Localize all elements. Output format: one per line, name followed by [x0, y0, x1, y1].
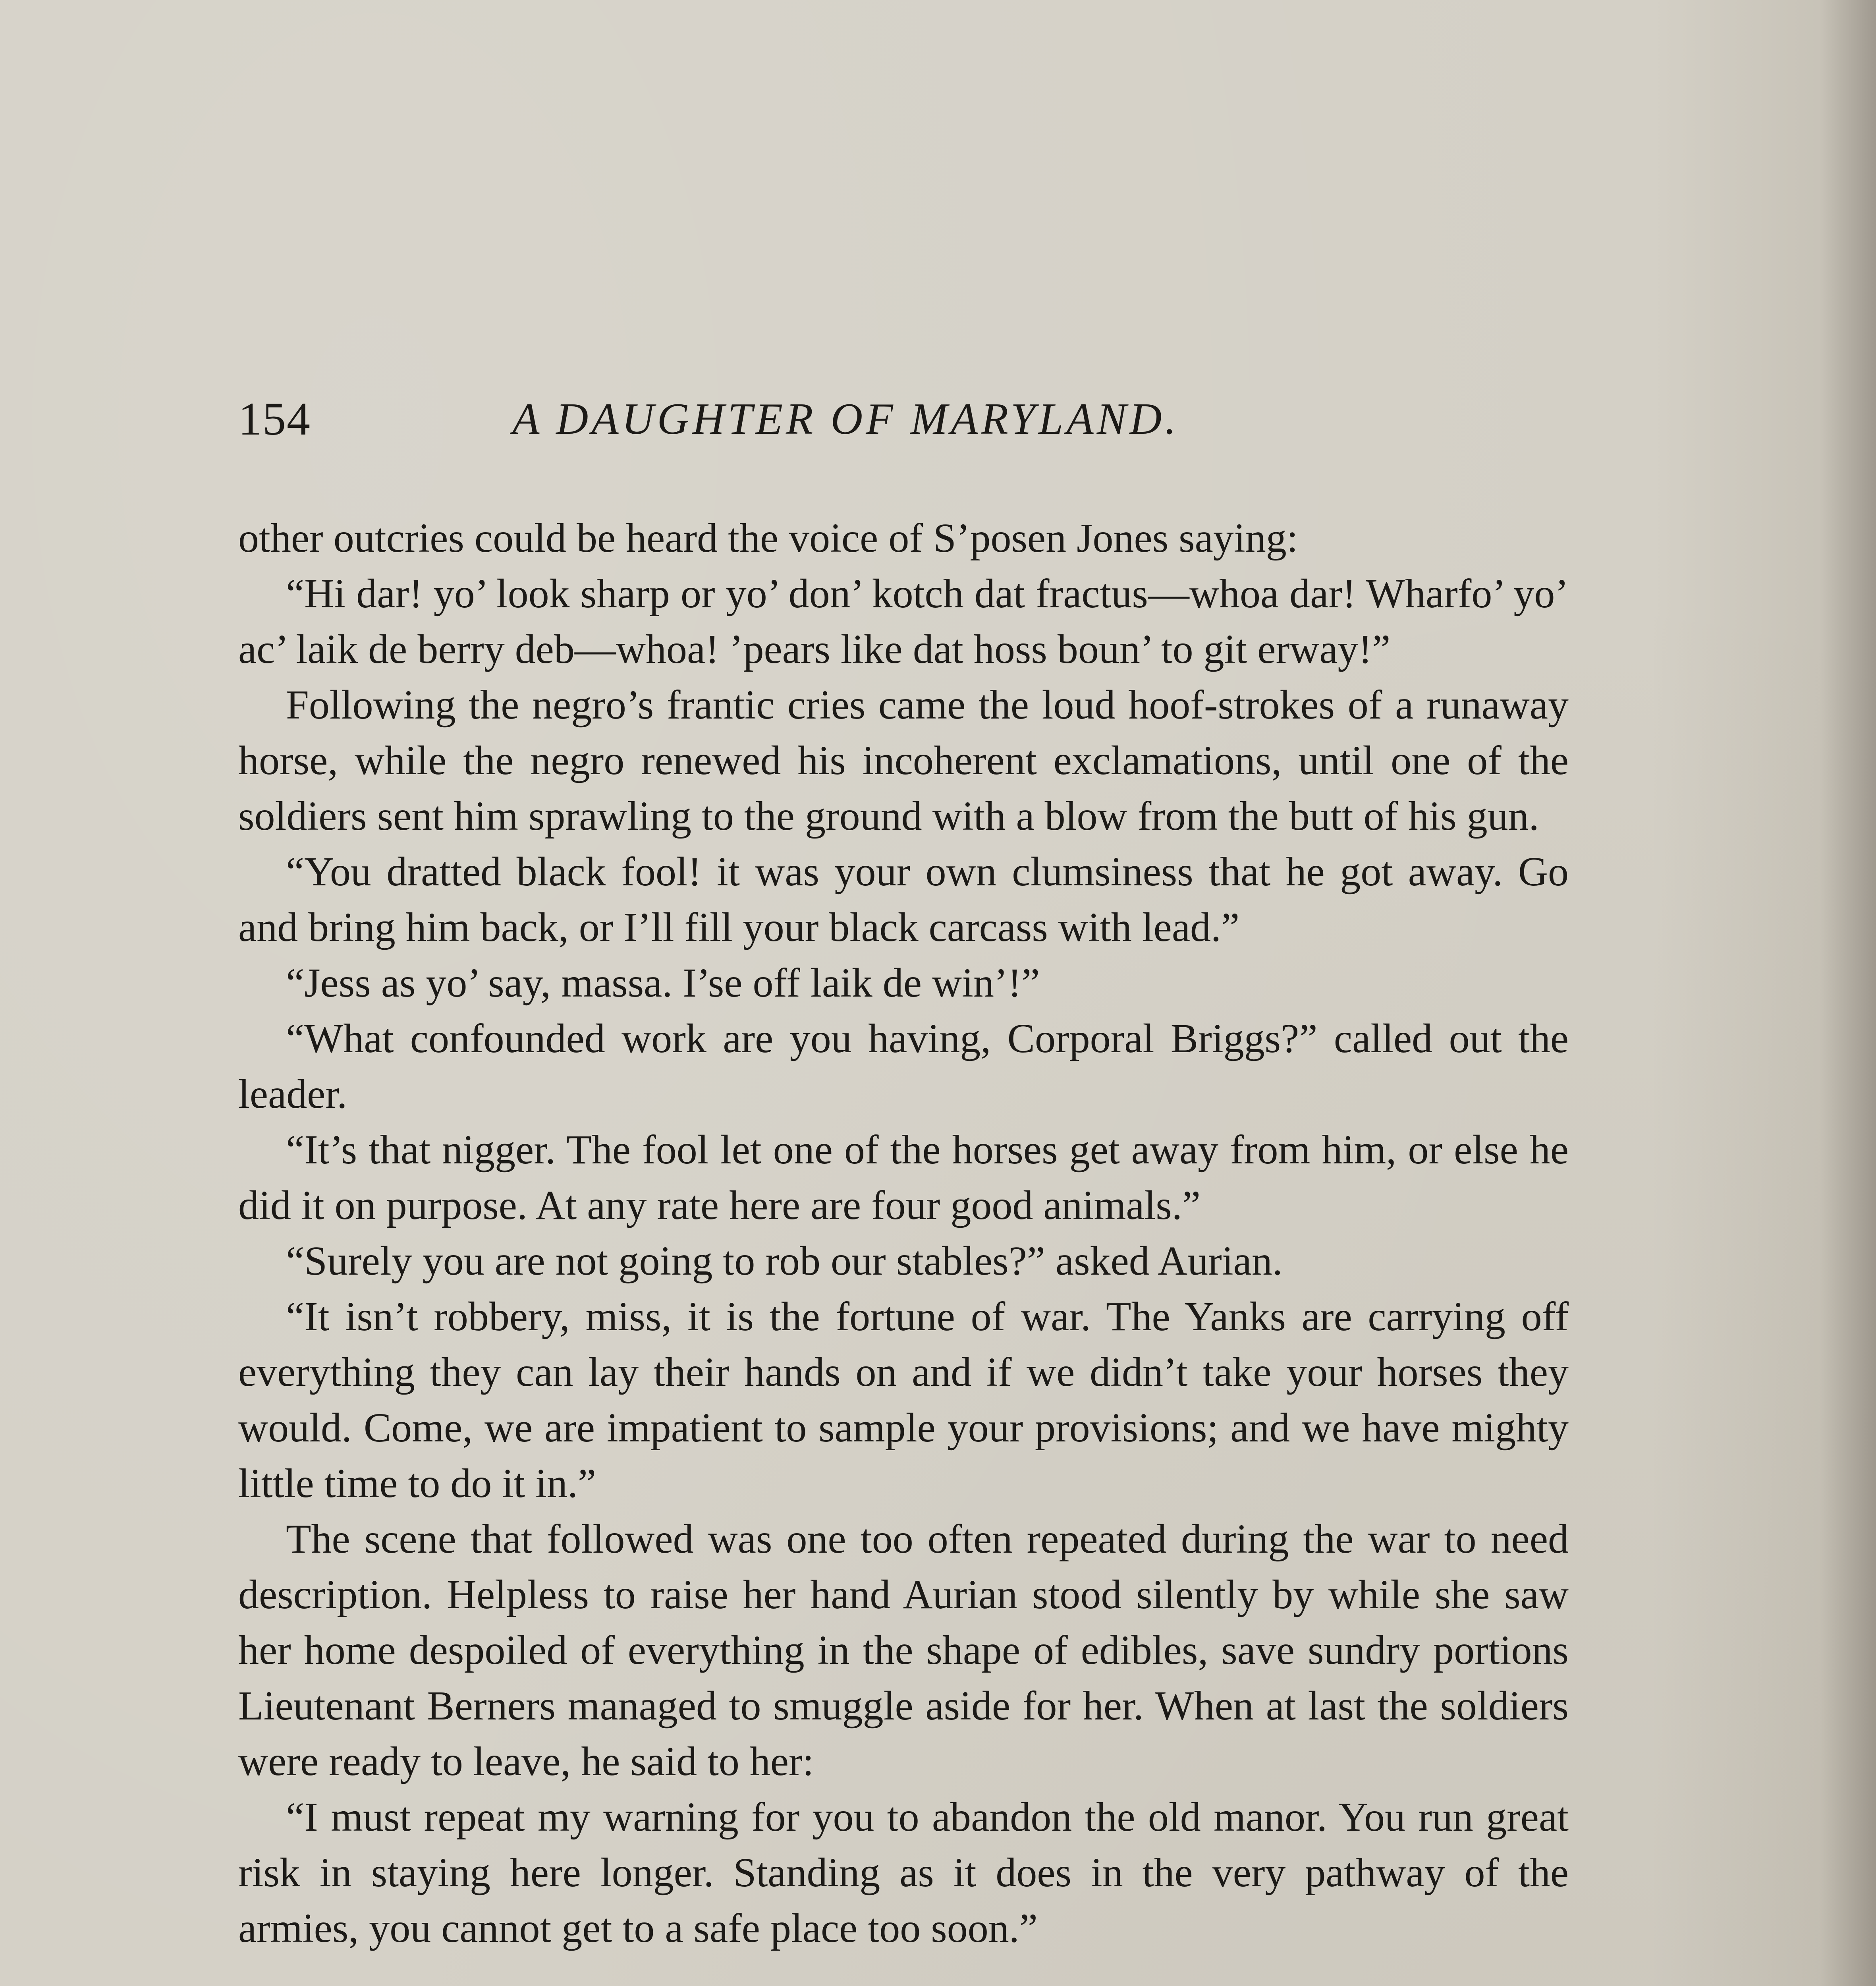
paragraph: “I must repeat my warning for you to abandon the old manor. You run great risk in staying here longer. Standing as it does in the very pathway of the armies, you cannot get to a safe place too soon.”	[238, 1794, 1569, 1951]
page-number: 154	[238, 393, 311, 445]
paragraph: The scene that followed was one too often repeated during the war to need description. Helpless to raise her hand Aurian stood silently by while she saw her home despoiled of everything in the shape of edibles, save sundry portions Lieutenant Berners managed to smuggle aside for her. When at last the soldiers were ready to leave, he said to her:	[238, 1516, 1569, 1784]
body-text	[238, 510, 1569, 1956]
paragraph: “It isn’t robbery, miss, it is the fortune of war. The Yanks are carrying off everything they can lay their hands on and if we didn’t take your horses they would. Come, we are impatient to sample your provisions; and we have mighty little time to do it in.”	[238, 1294, 1569, 1506]
paragraph: “It’s that nigger. The fool let one of the horses get away from him, or else he did it on purpose. At any rate here are four good animals.”	[238, 1127, 1569, 1228]
paragraph: other outcries could be heard the voice of S’posen Jones saying:	[238, 515, 1298, 561]
running-title: A DAUGHTER OF MARYLAND.	[512, 394, 1179, 444]
paragraph: “You dratted black fool! it was your own clumsiness that he got away. Go and bring him back, or I’ll fill your black carcass with lead.”	[238, 849, 1569, 950]
paragraph: Following the negro’s frantic cries came the loud hoof-strokes of a runaway horse, while the negro renewed his incoherent exclamations, until one of the soldiers sent him sprawling to the ground with a blow from the butt of his gun.	[238, 682, 1569, 839]
page-header	[238, 387, 1573, 451]
paragraph: “Jess as yo’ say, massa. I’se off laik de win’!”	[286, 960, 1040, 1006]
paragraph: “Surely you are not going to rob our stables?” asked Aurian.	[286, 1238, 1283, 1284]
paragraph: “Hi dar! yo’ look sharp or yo’ don’ kotch dat fractus—whoa dar! Wharfo’ yo’ ac’ laik de berry deb—whoa! ’pears like dat hoss boun’ to git erway!”	[238, 571, 1569, 672]
paragraph: “What confounded work are you having, Corporal Briggs?” called out the leader.	[238, 1016, 1569, 1117]
